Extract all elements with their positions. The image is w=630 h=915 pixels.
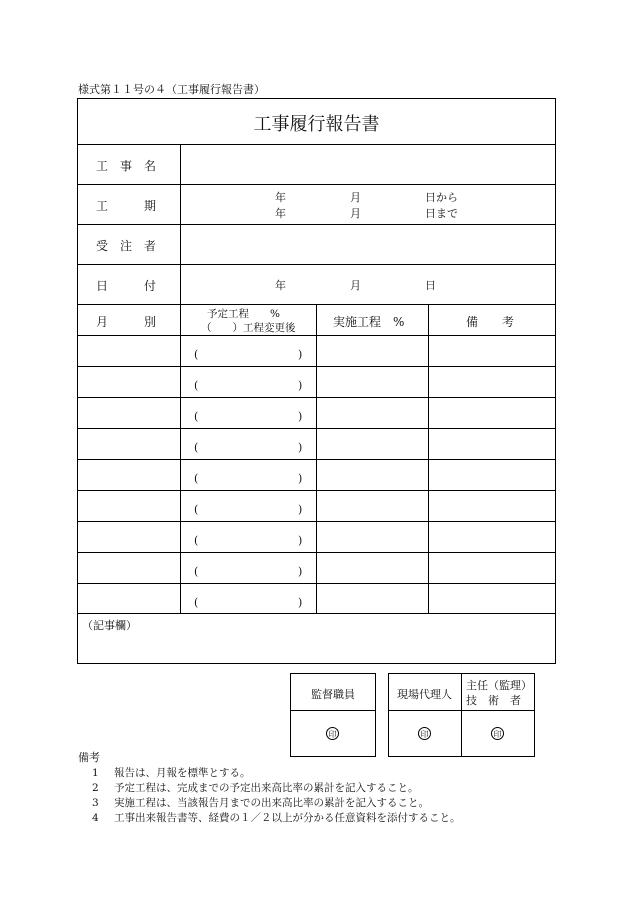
planned-close-paren: ) bbox=[298, 472, 303, 485]
seal-mark-icon: 印 bbox=[326, 727, 339, 740]
column-divider bbox=[180, 144, 181, 613]
planned-close-paren: ) bbox=[298, 565, 303, 578]
date-label: 日 付 bbox=[96, 279, 157, 293]
planned-open-paren: ( bbox=[194, 565, 199, 578]
planned-close-paren: ) bbox=[298, 379, 303, 392]
planned-open-paren: ( bbox=[194, 472, 199, 485]
site-agent-label: 現場代理人 bbox=[397, 688, 452, 701]
planned-open-paren: ( bbox=[194, 410, 199, 423]
planned-close-paren: ) bbox=[298, 441, 303, 454]
row-divider bbox=[77, 613, 556, 614]
row-divider bbox=[77, 184, 556, 185]
planned-close-paren: ) bbox=[298, 534, 303, 547]
planned-close-paren: ) bbox=[298, 596, 303, 609]
column-divider bbox=[316, 304, 317, 613]
seal-mark-icon: 印 bbox=[418, 727, 431, 740]
seal-mark-icon: 印 bbox=[491, 727, 504, 740]
planned-progress-header: 予定工程 % bbox=[207, 308, 280, 320]
actual-progress-header: 実施工程 % bbox=[333, 315, 405, 329]
planned-open-paren: ( bbox=[194, 348, 199, 361]
form-number-label: 様式第１１号の４（工事履行報告書） bbox=[78, 83, 265, 96]
period-label: 工 期 bbox=[96, 199, 157, 213]
engineer-label-line1: 主任（監理） bbox=[466, 679, 532, 692]
note-item: 3 実施工程は、当該報告月までの出来高比率の累計を記入すること。 bbox=[92, 797, 429, 809]
supervisor-label: 監督職員 bbox=[311, 688, 355, 701]
planned-open-paren: ( bbox=[194, 379, 199, 392]
planned-close-paren: ) bbox=[298, 410, 303, 423]
planned-close-paren: ) bbox=[298, 503, 303, 516]
memo-label: （記事欄） bbox=[82, 619, 137, 632]
date-year: 年 bbox=[275, 279, 286, 292]
planned-close-paren: ) bbox=[298, 348, 303, 361]
remarks-header: 備 考 bbox=[466, 315, 515, 329]
stamp-box-divider bbox=[461, 673, 462, 757]
row-divider bbox=[77, 144, 556, 145]
engineer-label-line2: 技 術 者 bbox=[466, 694, 521, 707]
planned-open-paren: ( bbox=[194, 596, 199, 609]
page-title: 工事履行報告書 bbox=[253, 114, 380, 135]
planned-open-paren: ( bbox=[194, 534, 199, 547]
project-name-label: 工 事 名 bbox=[96, 159, 157, 173]
period-start-day: 日から bbox=[425, 191, 458, 204]
row-divider bbox=[77, 264, 556, 265]
contractor-label: 受 注 者 bbox=[96, 239, 157, 253]
column-divider bbox=[428, 304, 429, 613]
note-item: 1 報告は、月報を標準とする。 bbox=[92, 767, 251, 779]
period-start-month: 月 bbox=[350, 191, 361, 204]
month-label: 月 別 bbox=[96, 315, 157, 329]
note-item: 4 工事出来報告書等、経費の１／２以上が分かる任意資料を添付すること。 bbox=[92, 812, 461, 824]
planned-open-paren: ( bbox=[194, 503, 199, 516]
period-start-year: 年 bbox=[275, 191, 286, 204]
notes-title: 備考 bbox=[78, 751, 100, 764]
period-end-year: 年 bbox=[275, 207, 286, 220]
planned-change-header: （ ）工程変更後 bbox=[201, 322, 296, 334]
date-month: 月 bbox=[350, 279, 361, 292]
stamp-box-divider bbox=[290, 710, 376, 711]
period-end-month: 月 bbox=[350, 207, 361, 220]
note-item: 2 予定工程は、完成までの予定出来高比率の累計を記入すること。 bbox=[92, 782, 419, 794]
row-divider bbox=[77, 224, 556, 225]
planned-open-paren: ( bbox=[194, 441, 199, 454]
date-day: 日 bbox=[425, 279, 436, 292]
period-end-day: 日まで bbox=[425, 207, 458, 220]
